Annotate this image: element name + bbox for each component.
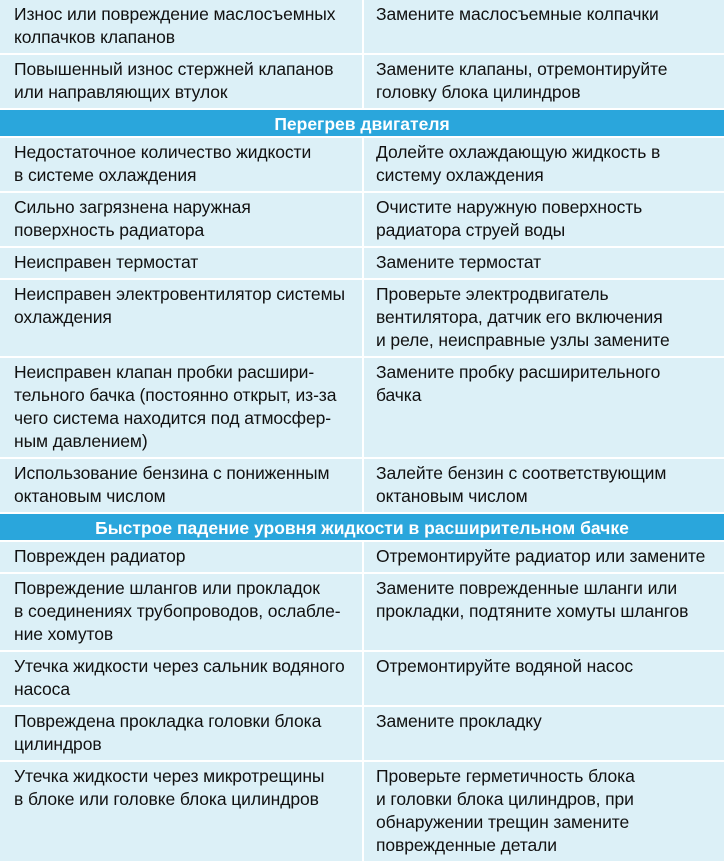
table-row bbox=[0, 358, 724, 459]
section-header: Быстрое падение уровня жидкости в расширительном бачке bbox=[0, 514, 724, 542]
fix-cell: Залейте бензин с соответствующим октановым числом bbox=[376, 463, 667, 506]
cause-cell: Неисправен электровентилятор системы охлаждения bbox=[0, 280, 364, 356]
table-row bbox=[0, 762, 724, 863]
table-row bbox=[0, 707, 724, 762]
table-row bbox=[0, 138, 724, 193]
table-row bbox=[0, 542, 724, 574]
cause-cell: Износ или повреждение маслосъемных колпачков клапанов bbox=[0, 0, 364, 53]
fix-cell: Отремонтируйте водяной насос bbox=[376, 656, 633, 676]
fix-cell: Проверьте электродвигатель вентилятора, датчик его включения и реле, неисправные узлы замените bbox=[376, 284, 670, 350]
cause-cell: Неисправен клапан пробки расшири- тельного бачка (постоянно открыт, из-за чего система находится под атмосфер- ным давлением) bbox=[0, 358, 364, 457]
cause-cell: Сильно загрязнена наружная поверхность радиатора bbox=[0, 193, 364, 246]
fix-cell: Отремонтируйте радиатор или замените bbox=[376, 546, 706, 566]
cause-cell: Повышенный износ стержней клапанов или направляющих втулок bbox=[0, 55, 364, 108]
table-row bbox=[0, 652, 724, 707]
cause-cell: Повреждение шлангов или прокладок в соединениях трубопроводов, ослабле- ние хомутов bbox=[0, 574, 364, 650]
table-row bbox=[0, 0, 724, 55]
cause-cell: Поврежден радиатор bbox=[0, 542, 364, 572]
cause-cell: Использование бензина с пониженным октановым числом bbox=[0, 459, 364, 512]
table-row bbox=[0, 55, 724, 110]
cause-cell: Недостаточное количество жидкости в системе охлаждения bbox=[0, 138, 364, 191]
table-row bbox=[0, 459, 724, 514]
fix-cell: Замените маслосъемные колпачки bbox=[376, 4, 659, 24]
cause-cell: Утечка жидкости через сальник водяного насоса bbox=[0, 652, 364, 705]
fix-cell: Замените пробку расширительного бачка bbox=[376, 362, 661, 405]
cause-cell: Повреждена прокладка головки блока цилиндров bbox=[0, 707, 364, 760]
fix-cell: Замените поврежденные шланги или прокладки, подтяните хомуты шлангов bbox=[376, 578, 689, 621]
fix-cell: Замените прокладку bbox=[376, 711, 542, 731]
table-row bbox=[0, 574, 724, 652]
cause-cell: Утечка жидкости через микротрещины в блоке или головке блока цилиндров bbox=[0, 762, 364, 861]
fix-cell: Долейте охлаждающую жидкость в систему охлаждения bbox=[376, 142, 661, 185]
fix-cell: Замените термостат bbox=[376, 252, 542, 272]
fix-cell: Очистите наружную поверхность радиатора струей воды bbox=[376, 197, 643, 240]
table-row bbox=[0, 248, 724, 280]
fix-cell: Замените клапаны, отремонтируйте головку блока цилиндров bbox=[376, 59, 668, 102]
fix-cell: Проверьте герметичность блока и головки блока цилиндров, при обнаружении трещин замените поврежденные детали bbox=[376, 766, 635, 855]
table-row bbox=[0, 280, 724, 358]
section-header: Перегрев двигателя bbox=[0, 110, 724, 138]
cause-cell: Неисправен термостат bbox=[0, 248, 364, 278]
table-row bbox=[0, 193, 724, 248]
